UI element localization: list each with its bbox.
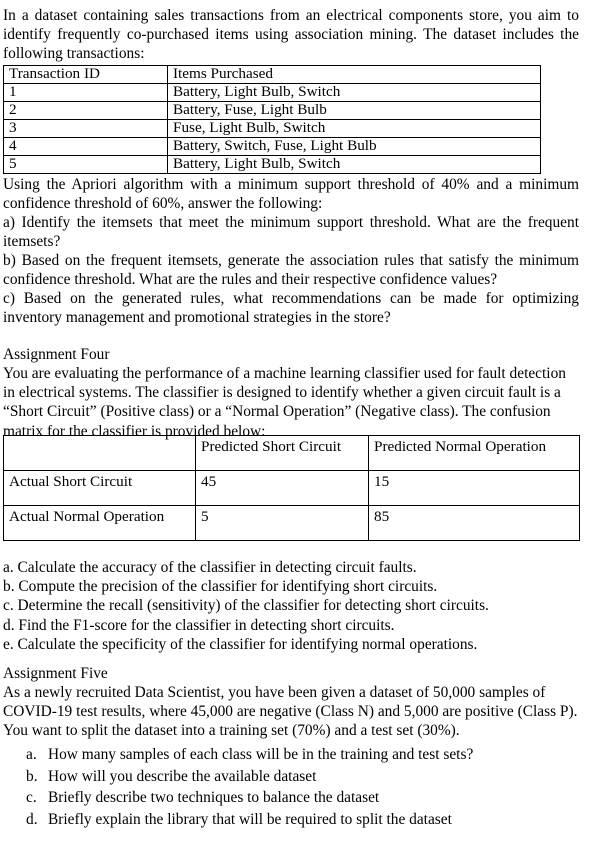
column-header-predicted-short-circuit: Predicted Short Circuit [196,436,369,471]
assignment-three-question-c [3,289,579,327]
table-row [4,84,541,102]
cell-false-positive: 5 [196,506,369,541]
assignment-four-questions-block [3,558,579,654]
table-row [4,506,580,541]
question-text: b) Based on the frequent itemsets, generate the association rules that satisfy the minimum confidence threshold. What are the rules and their respective confidence values? [3,252,579,289]
list-item: e. Calculate the specificity of the classifier for identifying normal operations. [3,635,478,653]
confusion-matrix-table [3,435,580,541]
cell-items-purchased: Fuse, Light Bulb, Switch [168,120,541,138]
assignment-three-question-b [3,251,579,289]
table-row [4,138,541,156]
cell-transaction-id: 3 [4,120,168,138]
cell-items-purchased: Battery, Light Bulb, Switch [168,84,541,102]
list-item [3,766,579,788]
cell-transaction-id: 5 [4,156,168,174]
list-item-marker: c. [26,789,37,806]
cell-false-negative: 15 [369,471,580,506]
list-item [3,809,579,831]
assignment-three-question-a [3,213,579,251]
column-header-predicted-normal-operation: Predicted Normal Operation [369,436,580,471]
list-item-marker: d. [26,810,38,828]
list-item-marker: b. [26,767,38,785]
assignment-five-heading-block [3,664,579,683]
table-header-row [4,66,541,84]
table-row [4,120,541,138]
table-row [4,102,541,120]
question-text: a) Identify the itemsets that meet the minimum support threshold. What are the frequent itemsets? [3,214,579,251]
list-item [3,787,579,809]
assignment-four-intro: You are evaluating the performance of a machine learning classifier used for fault detection in electrical systems. The classifier is designed to identify whether a given circuit fault is a “Short Circuit” (Positive class) or a “Normal Operation” (Negative class). The confusion matrix for the classifier is provided below: [3,365,566,440]
cell-transaction-id: 1 [4,84,168,102]
column-header-corner [4,436,196,471]
assignment-five-intro-block [3,683,579,741]
transactions-table-wrapper [3,65,540,174]
table-row [4,156,541,174]
cell-transaction-id: 2 [4,102,168,120]
column-header-transaction-id: Transaction ID [4,66,168,84]
confusion-matrix-wrapper [3,435,579,541]
question-text: c) Based on the generated rules, what recommendations can be made for optimizing inventory management and promotional strategies in the store? [3,290,579,327]
assignment-three-instruction: Using the Apriori algorithm with a minimum support threshold of 40% and a minimum confidence threshold of 60%, answer the following: [3,176,579,213]
list-item: c. Determine the recall (sensitivity) of the classifier for detecting short circuits. [3,597,489,615]
assignment-four-heading-block [3,345,579,364]
assignment-five-questions-block [3,744,579,830]
list-item-label: How will you describe the available dataset [48,767,317,785]
assignment-three-intro: In a dataset containing sales transactions from an electrical components store, you aim to identify frequently co-purchased items using association mining. The dataset includes the following transactions: [3,7,579,63]
list-item-label: Briefly describe two techniques to balance the dataset [48,789,380,806]
list-item-label: How many samples of each class will be in the training and test sets? [48,746,474,763]
list-item-marker: a. [26,746,37,763]
assignment-four-question-list [3,558,579,654]
assignment-five-intro: As a newly recruited Data Scientist, you have been given a dataset of 50,000 samples of COVID-19 test results, where 45,000 are negative (Class N) and 5,000 are positive (Class P). You want to split the dataset into a training set (70%) and a test set (30%). [3,684,578,740]
cell-items-purchased: Battery, Light Bulb, Switch [168,156,541,174]
assignment-three-intro-block [3,6,579,64]
list-item-label: Briefly explain the library that will be required to split the dataset [48,810,452,828]
table-row [4,471,580,506]
transactions-table [3,65,541,174]
column-header-items-purchased: Items Purchased [168,66,541,84]
cell-true-positive: 45 [196,471,369,506]
assignment-four-heading: Assignment Four [3,346,110,363]
list-item: b. Compute the precision of the classifier for identifying short circuits. [3,578,438,596]
row-header-actual-short-circuit: Actual Short Circuit [4,471,196,506]
table-header-row [4,436,580,471]
cell-items-purchased: Battery, Switch, Fuse, Light Bulb [168,138,541,156]
cell-transaction-id: 4 [4,138,168,156]
list-item: d. Find the F1-score for the classifier in detecting short circuits. [3,616,395,634]
assignment-five-question-list [3,744,579,830]
cell-true-negative: 85 [369,506,580,541]
list-item: a. Calculate the accuracy of the classifier in detecting circuit faults. [3,559,417,576]
row-header-actual-normal-operation: Actual Normal Operation [4,506,196,541]
assignment-five-heading: Assignment Five [3,665,108,682]
list-item [3,744,579,766]
assignment-four-intro-block [3,364,579,441]
assignment-three-instruction-block [3,175,579,213]
cell-items-purchased: Battery, Fuse, Light Bulb [168,102,541,120]
